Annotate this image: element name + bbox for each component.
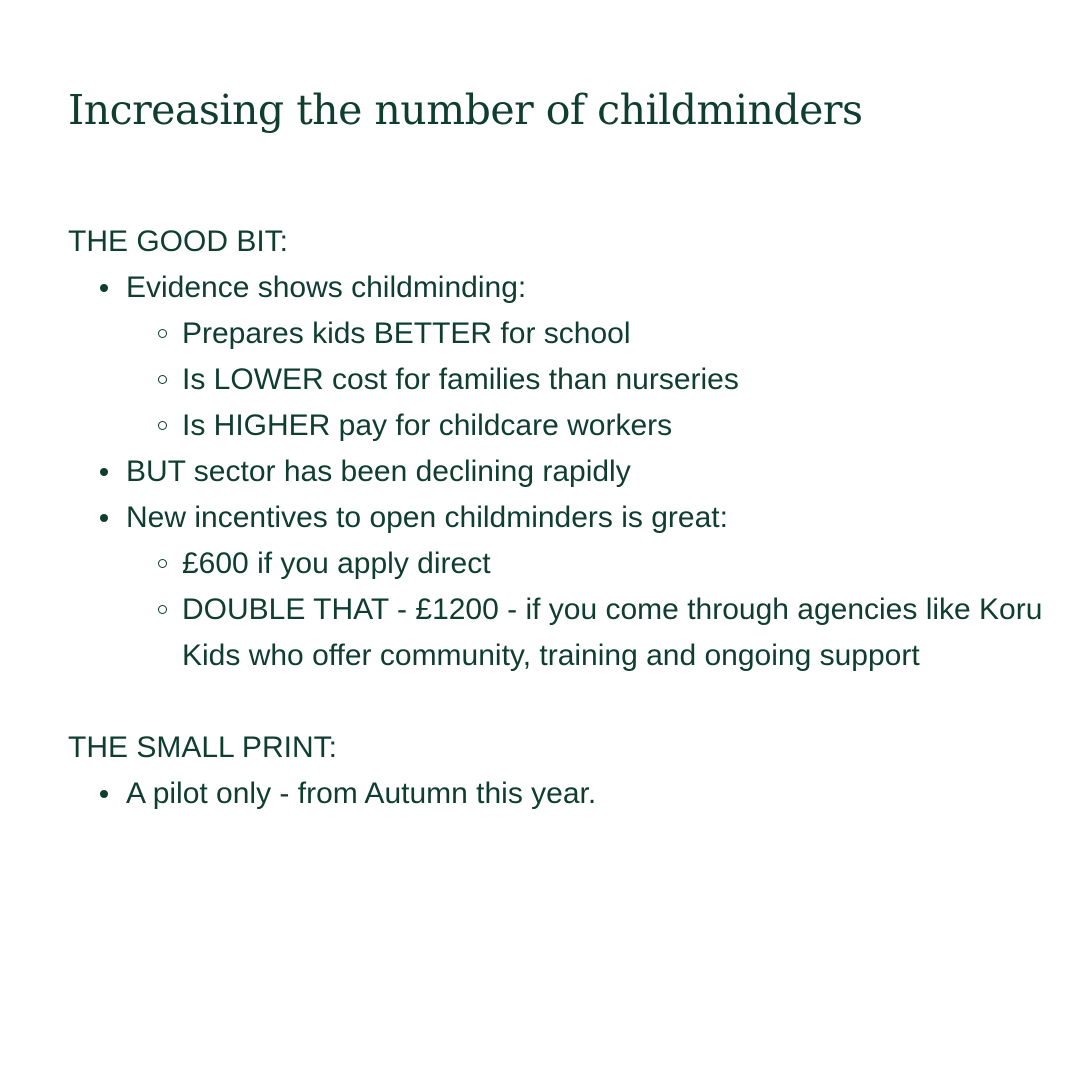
small-print-heading: THE SMALL PRINT: — [68, 731, 337, 764]
hollow-bullet-icon — [158, 329, 167, 338]
sub-list — [126, 311, 1058, 449]
sub-list-item-text: Is HIGHER pay for childcare workers — [182, 409, 673, 442]
small-print-list — [68, 771, 1058, 817]
good-bit-list — [68, 265, 1058, 679]
hollow-bullet-icon — [158, 559, 167, 568]
section-spacer — [68, 679, 1058, 725]
list-item-text: New incentives to open childminders is great: — [126, 501, 728, 534]
bullet-icon — [100, 468, 108, 476]
list-item-text: Evidence shows childminding: — [126, 271, 527, 304]
slide-content — [68, 219, 1058, 817]
list-item-text: BUT sector has been declining rapidly — [126, 455, 631, 488]
sub-list-item — [126, 403, 1058, 449]
bullet-icon — [100, 514, 108, 522]
sub-list-item — [126, 541, 1058, 587]
good-bit-heading: THE GOOD BIT: — [68, 225, 289, 258]
list-item — [68, 265, 1058, 449]
sub-list-item — [126, 587, 1058, 679]
bullet-icon — [100, 284, 108, 292]
hollow-bullet-icon — [158, 421, 167, 430]
hollow-bullet-icon — [158, 375, 167, 384]
list-item — [68, 771, 1058, 817]
bullet-icon — [100, 790, 108, 798]
list-item — [68, 449, 1058, 495]
sub-list-item-text: Prepares kids BETTER for school — [182, 317, 631, 350]
sub-list-item-text: DOUBLE THAT - £1200 - if you come through agencies like Koru Kids who offer community, training and ongoing support — [182, 593, 1043, 672]
sub-list-item — [126, 311, 1058, 357]
hollow-bullet-icon — [158, 605, 167, 614]
sub-list-item-text: £600 if you apply direct — [182, 547, 491, 580]
page-title: Increasing the number of childminders — [68, 86, 863, 134]
sub-list — [126, 541, 1058, 679]
list-item — [68, 495, 1058, 679]
list-item-text: A pilot only - from Autumn this year. — [126, 777, 597, 810]
sub-list-item — [126, 357, 1058, 403]
sub-list-item-text: Is LOWER cost for families than nurseries — [182, 363, 739, 396]
